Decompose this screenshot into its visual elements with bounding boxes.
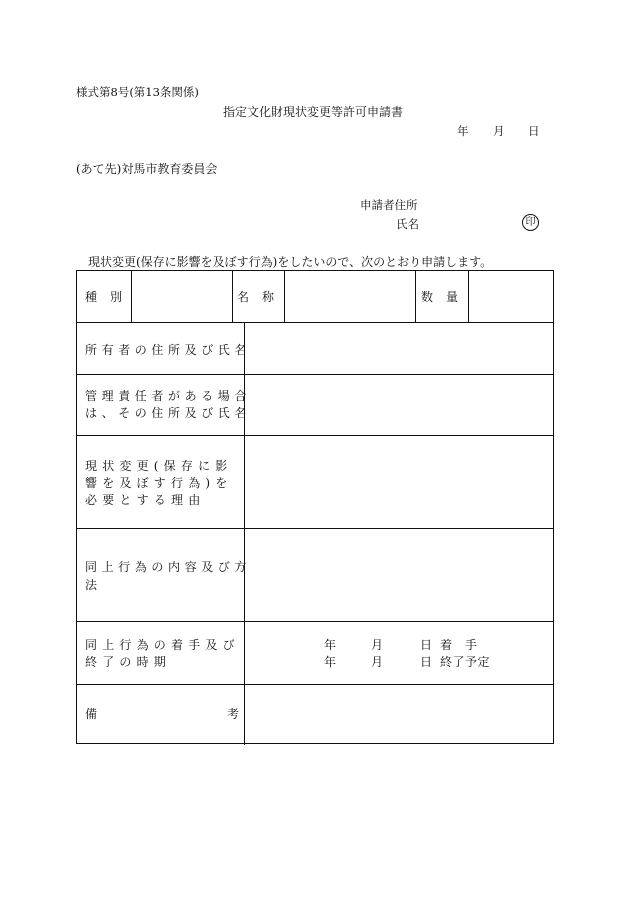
col-divider	[468, 271, 469, 322]
start-label: 着 手	[440, 638, 478, 652]
row-divider	[77, 621, 553, 622]
col-divider	[232, 271, 233, 322]
intro-text: 現状変更(保存に影響を及ぼす行為)をしたいので、次のとおり申請します。	[88, 255, 493, 269]
document-title: 指定文化財現状変更等許可申請書	[223, 105, 404, 119]
col-divider	[244, 322, 245, 745]
name-column-label: 名 称	[237, 290, 275, 304]
row-divider	[77, 528, 553, 529]
method-label-line2: 法	[85, 578, 98, 592]
addressee: (あて先)対馬市教育委員会	[76, 162, 218, 176]
method-label-line1: 同上行為の内容及び方	[85, 560, 252, 574]
form-number: 様式第8号(第13条関係)	[76, 85, 199, 99]
reason-label-line1: 現状変更(保存に影	[85, 459, 233, 473]
seal-mark: 印	[522, 214, 539, 231]
reason-label-line3: 必要とする理由	[85, 493, 206, 507]
period-label-line2: 終了の時期	[85, 655, 172, 669]
row-divider	[77, 435, 553, 436]
applicant-name-label: 氏名	[396, 217, 419, 231]
row-divider	[77, 374, 553, 375]
end-year-label: 年	[324, 655, 337, 669]
remarks-label-left: 備	[85, 707, 98, 721]
col-divider	[131, 271, 132, 322]
end-day-label: 日	[420, 655, 433, 669]
remarks-label-right: 考	[227, 707, 240, 721]
start-year-label: 年	[324, 638, 337, 652]
period-label-line1: 同上行為の着手及び	[85, 638, 240, 652]
owner-label: 所有者の住所及び氏名	[85, 343, 252, 357]
row-divider	[77, 322, 553, 323]
col-divider	[284, 271, 285, 322]
reason-label-line2: 響を及ぼす行為)を	[85, 476, 233, 490]
start-month-label: 月	[371, 638, 384, 652]
date-month-label: 月	[493, 124, 505, 138]
date-year-label: 年	[457, 124, 469, 138]
row-divider	[77, 684, 553, 685]
application-table	[76, 270, 554, 744]
end-month-label: 月	[371, 655, 384, 669]
manager-label-line2: は、その住所及び氏名	[85, 406, 252, 420]
quantity-label: 数 量	[421, 290, 459, 304]
start-day-label: 日	[420, 638, 433, 652]
manager-label-line1: 管理責任者がある場合	[85, 389, 252, 403]
end-label: 終了予定	[440, 655, 491, 669]
col-divider	[415, 271, 416, 322]
date-day-label: 日	[528, 124, 540, 138]
type-label: 種 別	[85, 290, 123, 304]
applicant-address-label: 申請者住所	[360, 198, 418, 212]
